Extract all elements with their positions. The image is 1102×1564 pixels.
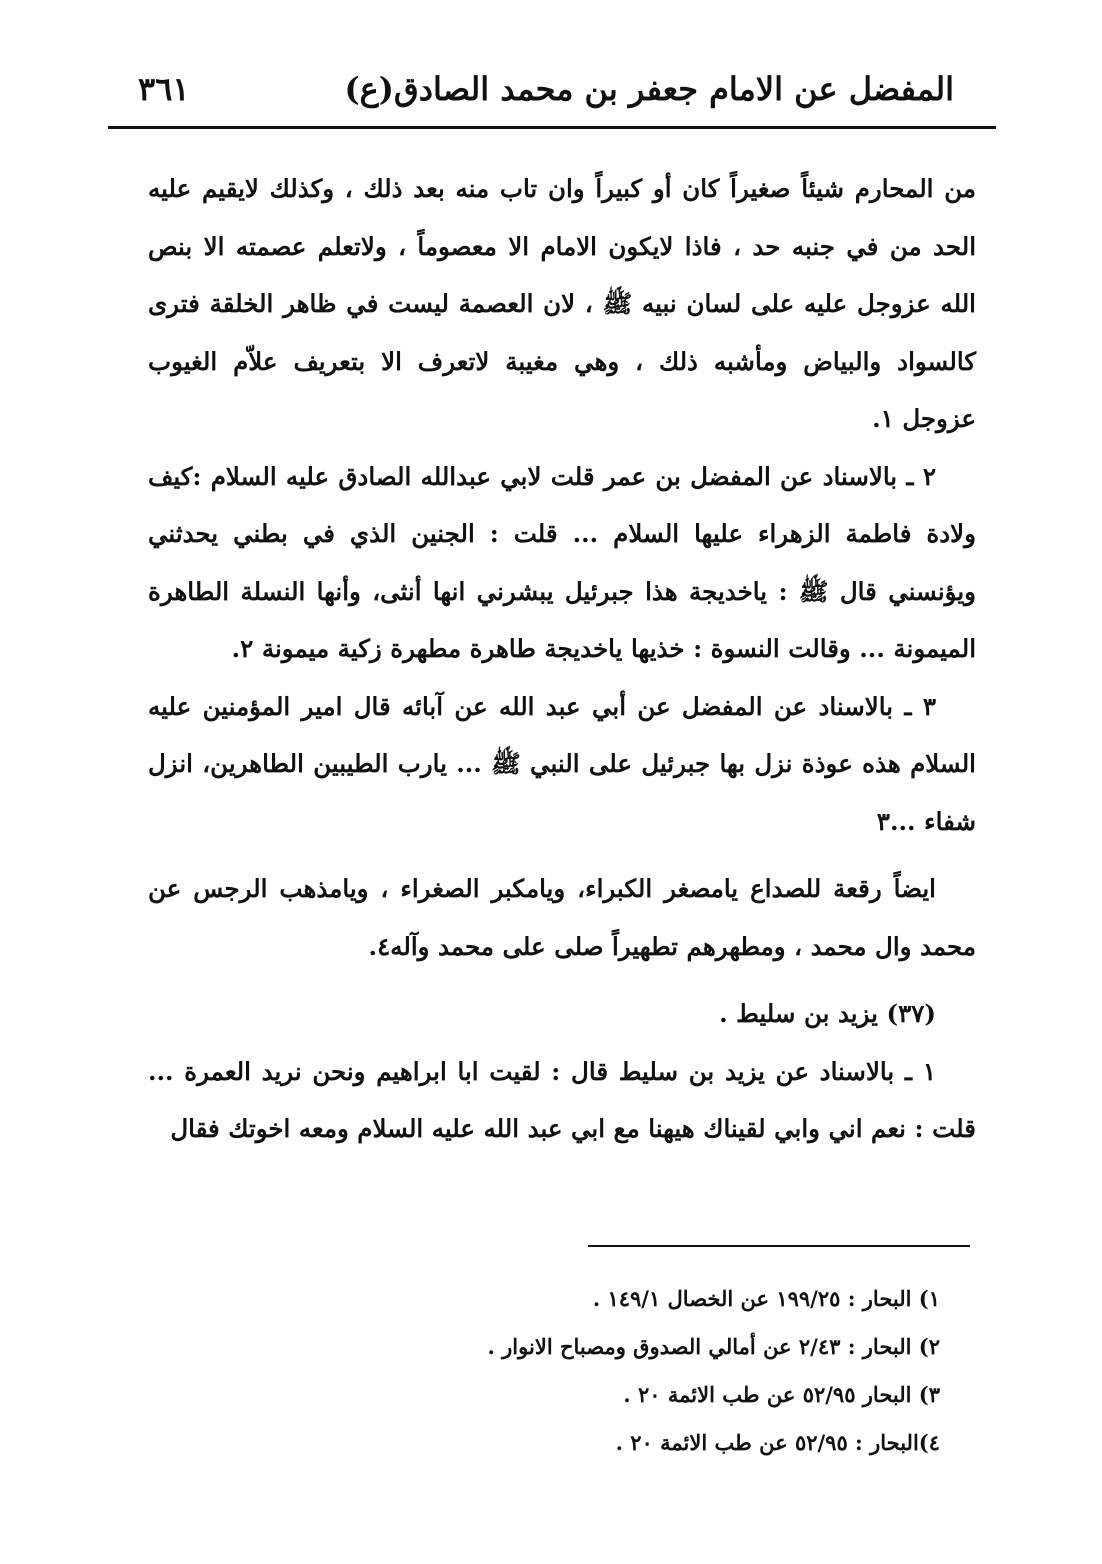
- footnote-1: ١) البحار : ١٩٩/٢٥ عن الخصال ١٤٩/١ .: [592, 1286, 940, 1311]
- paragraph-5: ١ ـ بالاسناد عن يزيد بن سليط قال : لقيت ابا ابراهيم ونحن نريد العمرة ... قلت : نعم اني وابي لقيناك هيهنا مع ابي عبد الله عليه السلام ومعه اخوتك فقال: [148, 1056, 976, 1143]
- body-text: [148, 160, 976, 1158]
- section-heading: (٣٧) يزيد بن سليط .: [719, 999, 936, 1028]
- running-title: المفضل عن الامام جعفر بن محمد الصادق(ع): [344, 70, 954, 108]
- paragraph-1: من المحارم شيئاً صغيراً كان أو كبيراً وان تاب منه بعد ذلك ، وكذلك لايقيم عليه الحد من في جنبه حد ، فاذا لايكون الامام الا معصوماً ، ولاتعلم عصمته الا بنص الله عزوجل عليه على لسان نبيه ﷺ ، لان العصمة ليست في ظاهر الخلقة فترى كالسواد والبياض ومأشبه ذلك ، وهي مغيبة لاتعرف الا بتعريف علاّم الغيوب عزوجل ١.: [148, 174, 976, 433]
- footnote-4: ٤)البحار : ٥٢/٩٥ عن طب الائمة ٢٠ .: [615, 1430, 940, 1455]
- paragraph-3: ٣ ـ بالاسناد عن المفضل عن أبي عبد الله عن آبائه قال امير المؤمنين عليه السلام هذه عوذة نزل بها جبرئيل على النبي ﷺ ... يارب الطيبين الطاهرين، انزل شفاء ...٣: [148, 691, 976, 836]
- footnote-2: ٢) البحار : ٢/٤٣ عن أمالي الصدوق ومصباح الانوار .: [487, 1334, 940, 1359]
- paragraph-2: ٢ ـ بالاسناد عن المفضل بن عمر قلت لابي عبدالله الصادق عليه السلام :كيف ولادة فاطمة الزهراء عليها السلام ... قلت : الجنين الذي في بطني يحدثني ويؤنسني قال ﷺ : ياخديجة هذا جبرئيل يبشرني انها أنثى، وأنها النسلة الطاهرة الميمونة ... وقالت النسوة : خذيها ياخديجة طاهرة مطهرة زكية ميمونة ٢.: [148, 461, 976, 663]
- page-number: ٣٦١: [138, 70, 190, 108]
- footnotes: [300, 1275, 940, 1467]
- header-divider: [108, 126, 996, 129]
- footnote-3: ٣) البحار ٥٢/٩٥ عن طب الائمة ٢٠ .: [623, 1382, 940, 1407]
- paragraph-4: ايضاً رقعة للصداع يامصغر الكبراء، ويامكبر الصغراء ، ويامذهب الرجس عن محمد وال محمد ، ومطهرهم تطهيراً صلى على محمد وآله٤.: [148, 874, 976, 961]
- footnote-divider: [588, 1245, 970, 1247]
- page-header: [108, 62, 994, 122]
